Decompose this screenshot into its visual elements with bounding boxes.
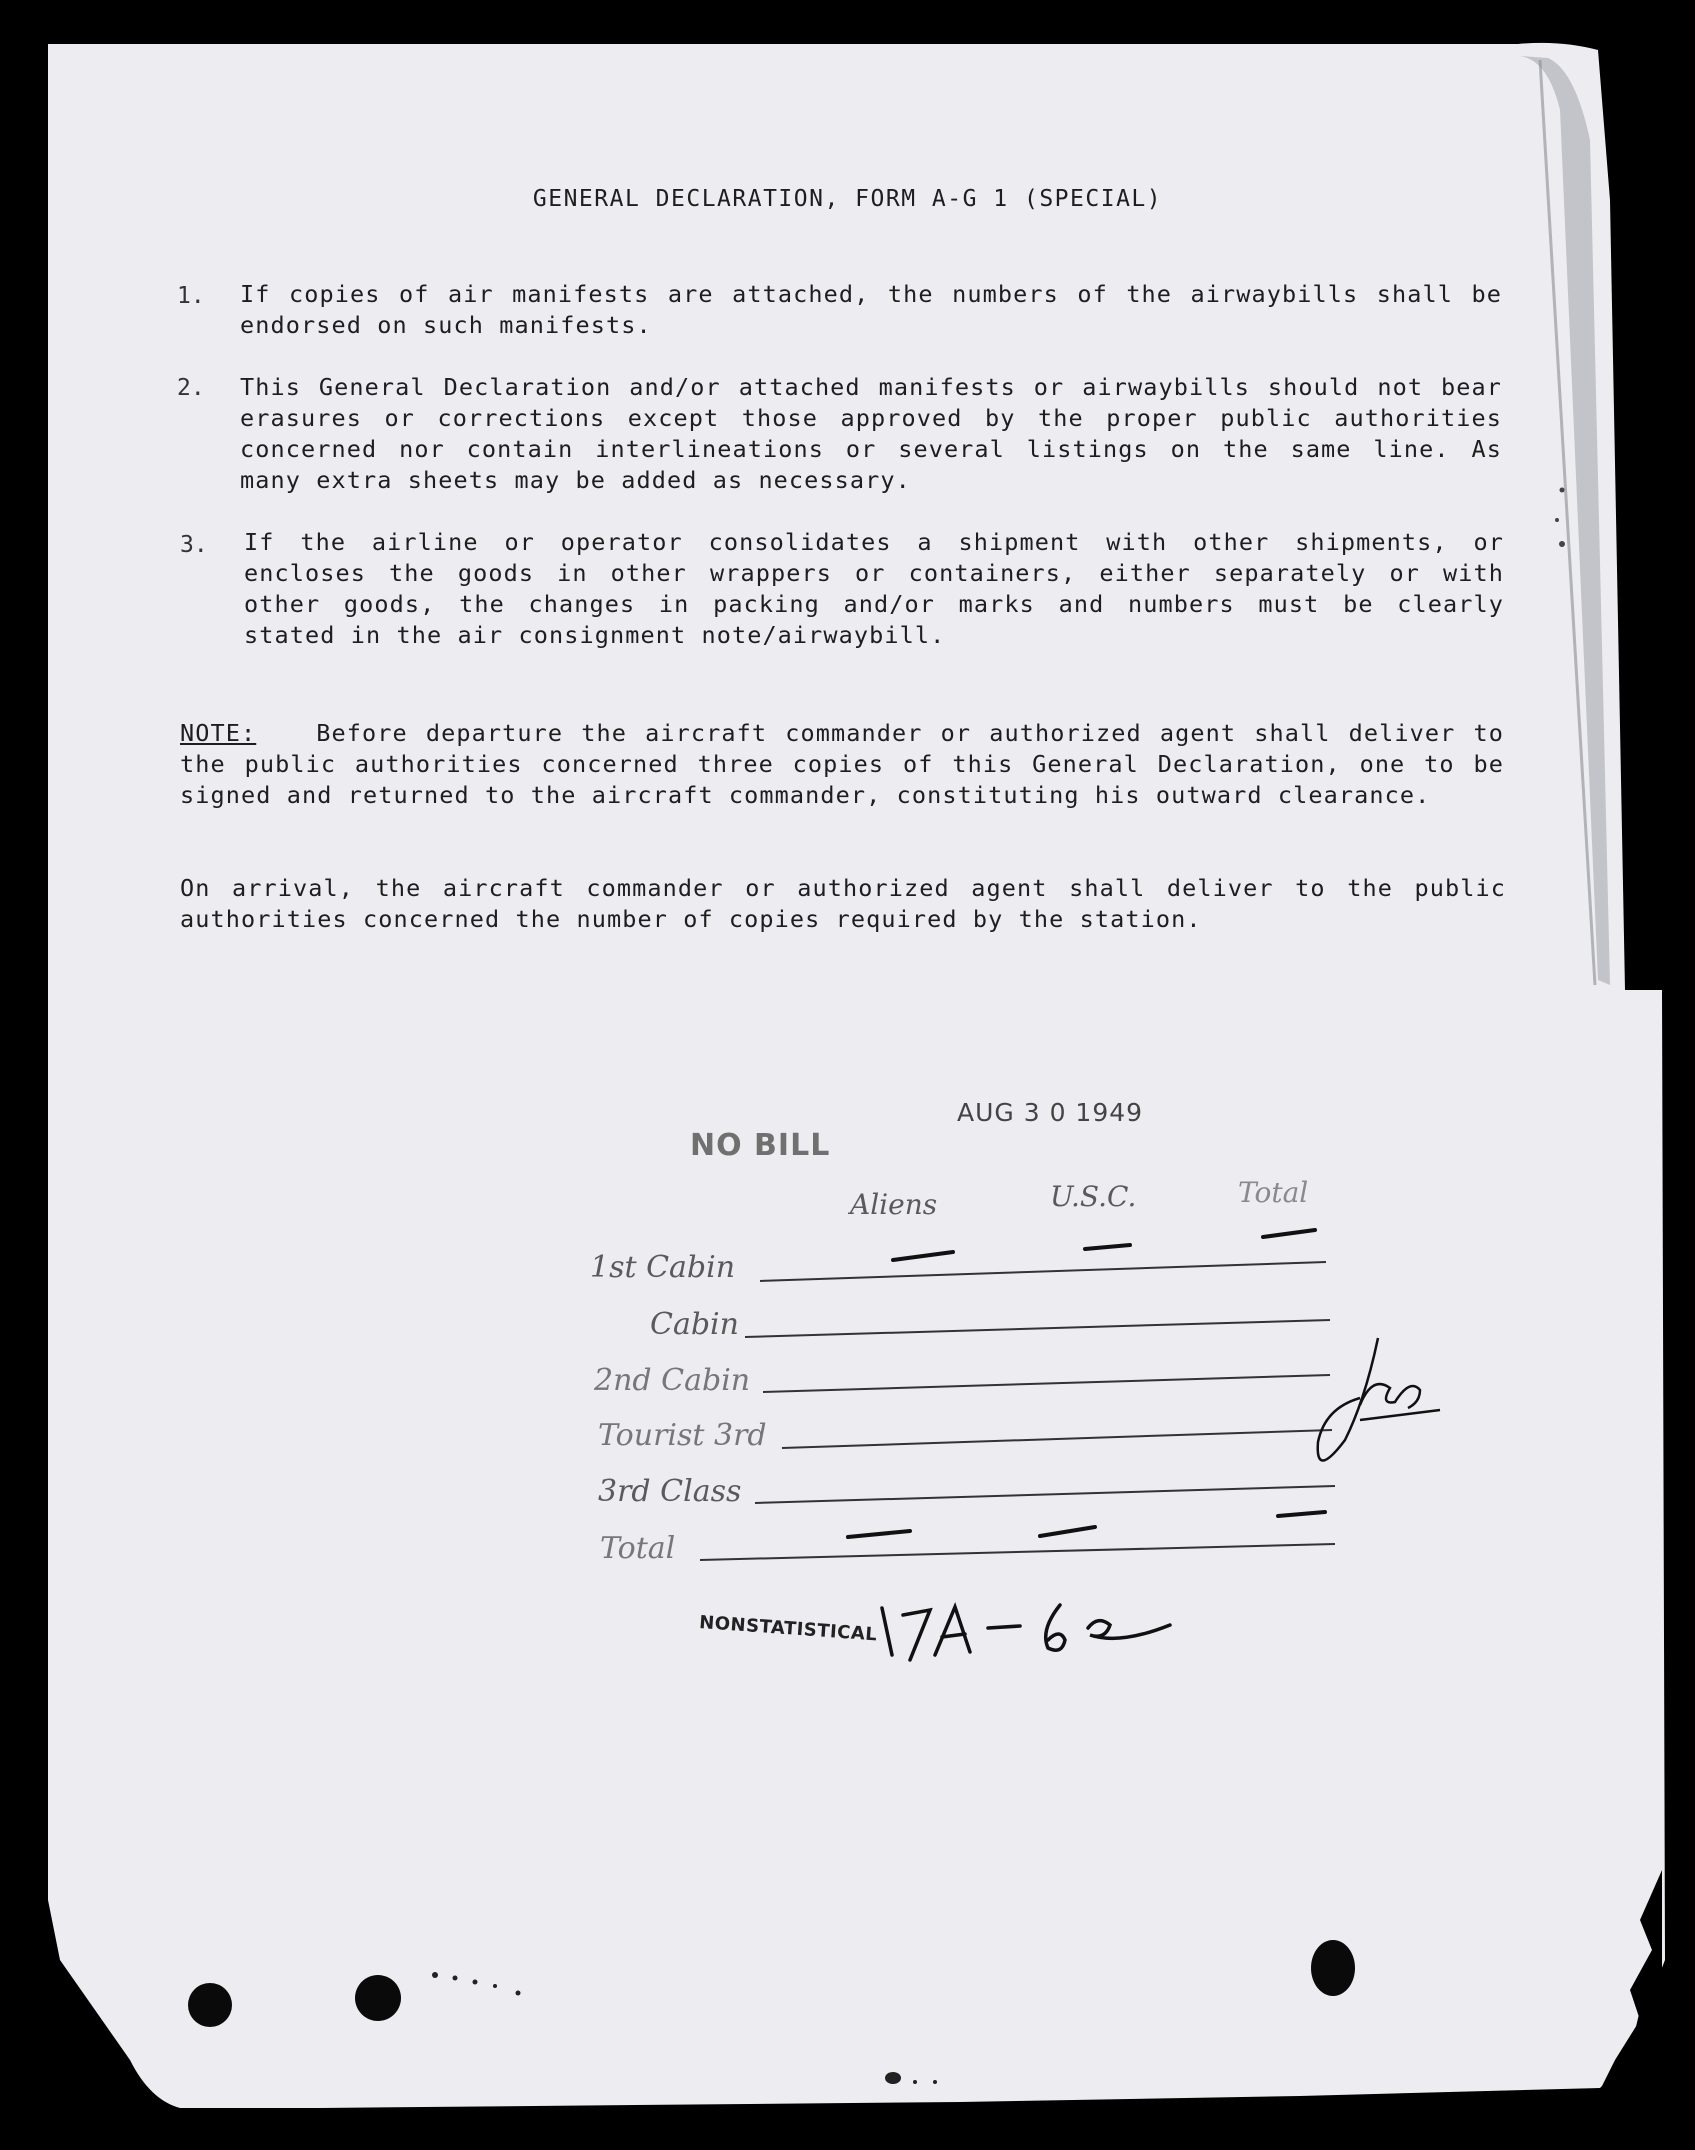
- note-label: NOTE:: [180, 719, 257, 747]
- item-1-number: 1.: [177, 283, 205, 309]
- row-total: Total: [600, 1531, 676, 1566]
- item-2-number: 2.: [177, 375, 205, 401]
- row-3rd-class: 3rd Class: [598, 1474, 742, 1509]
- row-tourist-3rd: Tourist 3rd: [598, 1418, 767, 1453]
- item-2-text: This General Declaration and/or attached manifests or airwaybills should not bear erasures or corrections except those approved by the proper public authorities concerned nor contain interlineations or several listings on the same line. As many extra sheets may be added as necessary.: [240, 373, 1502, 494]
- date-stamp: AUG 3 0 1949: [957, 1098, 1144, 1127]
- nonstatistical-stamp: NONSTATISTICAL: [698, 1612, 878, 1646]
- item-3-number: 3.: [180, 532, 208, 558]
- row-1st-cabin: 1st Cabin: [590, 1250, 736, 1285]
- initials-signature: [1318, 1338, 1440, 1461]
- form-title: GENERAL DECLARATION, FORM A-G 1 (SPECIAL): [532, 186, 1163, 212]
- row-2nd-cabin: 2nd Cabin: [594, 1363, 751, 1398]
- note-text: Before departure the aircraft commander or authorized agent shall deliver to the public authorities concerned three copies of this General Declaration, one to be signed and returned to the aircraft commander, constituting his outward clearance.: [180, 719, 1504, 809]
- item-1-text: If copies of air manifests are attached, the numbers of the airwaybills shall be endorsed on such manifests.: [240, 280, 1502, 339]
- arrival-text: On arrival, the aircraft commander or authorized agent shall deliver to the public authorities concerned the number of copies required by the station.: [180, 874, 1506, 933]
- column-total: Total: [1238, 1176, 1309, 1209]
- item-3-text: If the airline or operator consolidates a shipment with other shipments, or encloses the goods in other wrappers or containers, either separately or with other goods, the changes in packing and/or marks and numbers must be clearly stated in the air consignment note/airwaybill.: [244, 528, 1504, 649]
- no-bill-stamp: NO BILL: [690, 1128, 831, 1163]
- row-cabin: Cabin: [650, 1307, 739, 1342]
- column-usc: U.S.C.: [1050, 1180, 1137, 1213]
- file-code: [1200, 1700, 1201, 1701]
- column-aliens: Aliens: [850, 1188, 938, 1221]
